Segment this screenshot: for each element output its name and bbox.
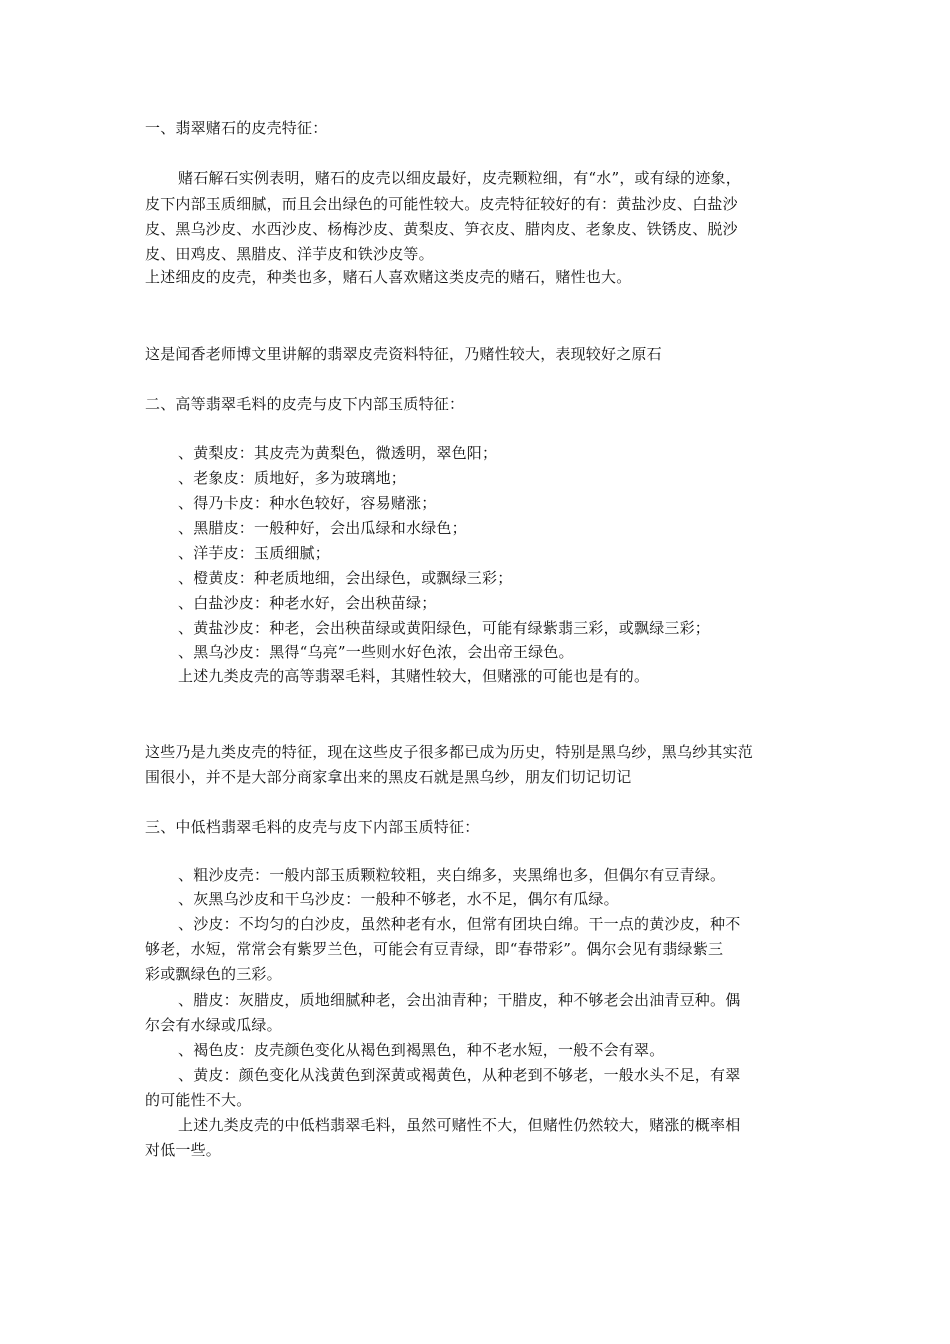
section2-list-item: 、黑乌沙皮：黑得“乌亮”一些则水好色浓，会出帝王绿色。	[178, 643, 574, 661]
section3-summary-line: 上述九类皮壳的中低档翡翠毛料，虽然可赌性不大，但赌性仍然较大，赌涨的概率相	[178, 1116, 741, 1134]
section3-line: 、粗沙皮壳：一般内部玉质颗粒较粗，夹白绵多，夹黑绵也多，但偶尔有豆青绿。	[178, 866, 726, 884]
section2-list-item: 、白盐沙皮：种老水好，会出秧苗绿；	[178, 594, 437, 612]
section3-line: 、灰黑乌沙皮和干乌沙皮：一般种不够老，水不足，偶尔有瓜绿。	[178, 890, 619, 908]
section1-paragraph-line: 皮、田鸡皮、黑腊皮、洋芋皮和铁沙皮等。	[145, 245, 434, 263]
section1-heading: 一、翡翠赌石的皮壳特征：	[145, 119, 328, 137]
section1-paragraph-line: 赌石解石实例表明，赌石的皮壳以细皮最好，皮壳颗粒细，有“水”，或有绿的迹象，	[178, 169, 741, 187]
section3-line: 尔会有水绿或瓜绿。	[145, 1016, 282, 1034]
section3-line: 彩或飘绿色的三彩。	[145, 965, 282, 983]
section3-line: 够老，水短，常常会有紫罗兰色，可能会有豆青绿，即“春带彩”。偶尔会见有翡绿紫三	[145, 940, 724, 958]
note2-line: 这些乃是九类皮壳的特征，现在这些皮子很多都已成为历史，特别是黑乌纱，黑乌纱其实范	[145, 743, 754, 761]
section2-summary: 上述九类皮壳的高等翡翠毛料，其赌性较大，但赌涨的可能也是有的。	[178, 667, 650, 685]
section3-line: 的可能性不大。	[145, 1091, 252, 1109]
note2-line: 围很小，并不是大部分商家拿出来的黑皮石就是黑乌纱，朋友们切记切记	[145, 768, 632, 786]
section3-heading: 三、中低档翡翠毛料的皮壳与皮下内部玉质特征：	[145, 818, 480, 836]
section2-list-item: 、黄梨皮：其皮壳为黄梨色，微透明，翠色阳；	[178, 444, 498, 462]
section2-heading: 二、高等翡翠毛料的皮壳与皮下内部玉质特征：	[145, 395, 465, 413]
section2-list-item: 、黄盐沙皮：种老，会出秧苗绿或黄阳绿色，可能有绿紫翡三彩，或飘绿三彩；	[178, 619, 711, 637]
section3-line: 、褐色皮：皮壳颜色变化从褐色到褐黑色，种不老水短，一般不会有翠。	[178, 1041, 665, 1059]
section3-line: 、黄皮：颜色变化从浅黄色到深黄或褐黄色，从种老到不够老，一般水头不足，有翠	[178, 1066, 741, 1084]
section3-line: 、沙皮：不均匀的白沙皮，虽然种老有水，但常有团块白绵。干一点的黄沙皮，种不	[178, 915, 741, 933]
section2-list-item: 、橙黄皮：种老质地细，会出绿色，或飘绿三彩；	[178, 569, 513, 587]
section1-paragraph-line: 皮、黑乌沙皮、水西沙皮、杨梅沙皮、黄梨皮、笋衣皮、腊肉皮、老象皮、铁锈皮、脱沙	[145, 220, 738, 238]
section3-line: 、腊皮：灰腊皮，质地细腻种老，会出油青种；干腊皮，种不够老会出油青豆种。偶	[178, 991, 741, 1009]
section1-paragraph-line: 皮下内部玉质细腻，而且会出绿色的可能性较大。皮壳特征较好的有：黄盐沙皮、白盐沙	[145, 195, 738, 213]
section2-list-item: 、老象皮：质地好，多为玻璃地；	[178, 469, 407, 487]
note1: 这是闻香老师博文里讲解的翡翠皮壳资料特征，乃赌性较大，表现较好之原石	[145, 345, 662, 363]
section1-summary: 上述细皮的皮壳，种类也多，赌石人喜欢赌这类皮壳的赌石，赌性也大。	[145, 268, 632, 286]
section3-summary-line: 对低一些。	[145, 1141, 222, 1159]
section2-list-item: 、得乃卡皮：种水色较好，容易赌涨；	[178, 494, 437, 512]
section2-list-item: 、黑腊皮：一般种好，会出瓜绿和水绿色；	[178, 519, 467, 537]
section2-list-item: 、洋芋皮：玉质细腻；	[178, 544, 331, 562]
